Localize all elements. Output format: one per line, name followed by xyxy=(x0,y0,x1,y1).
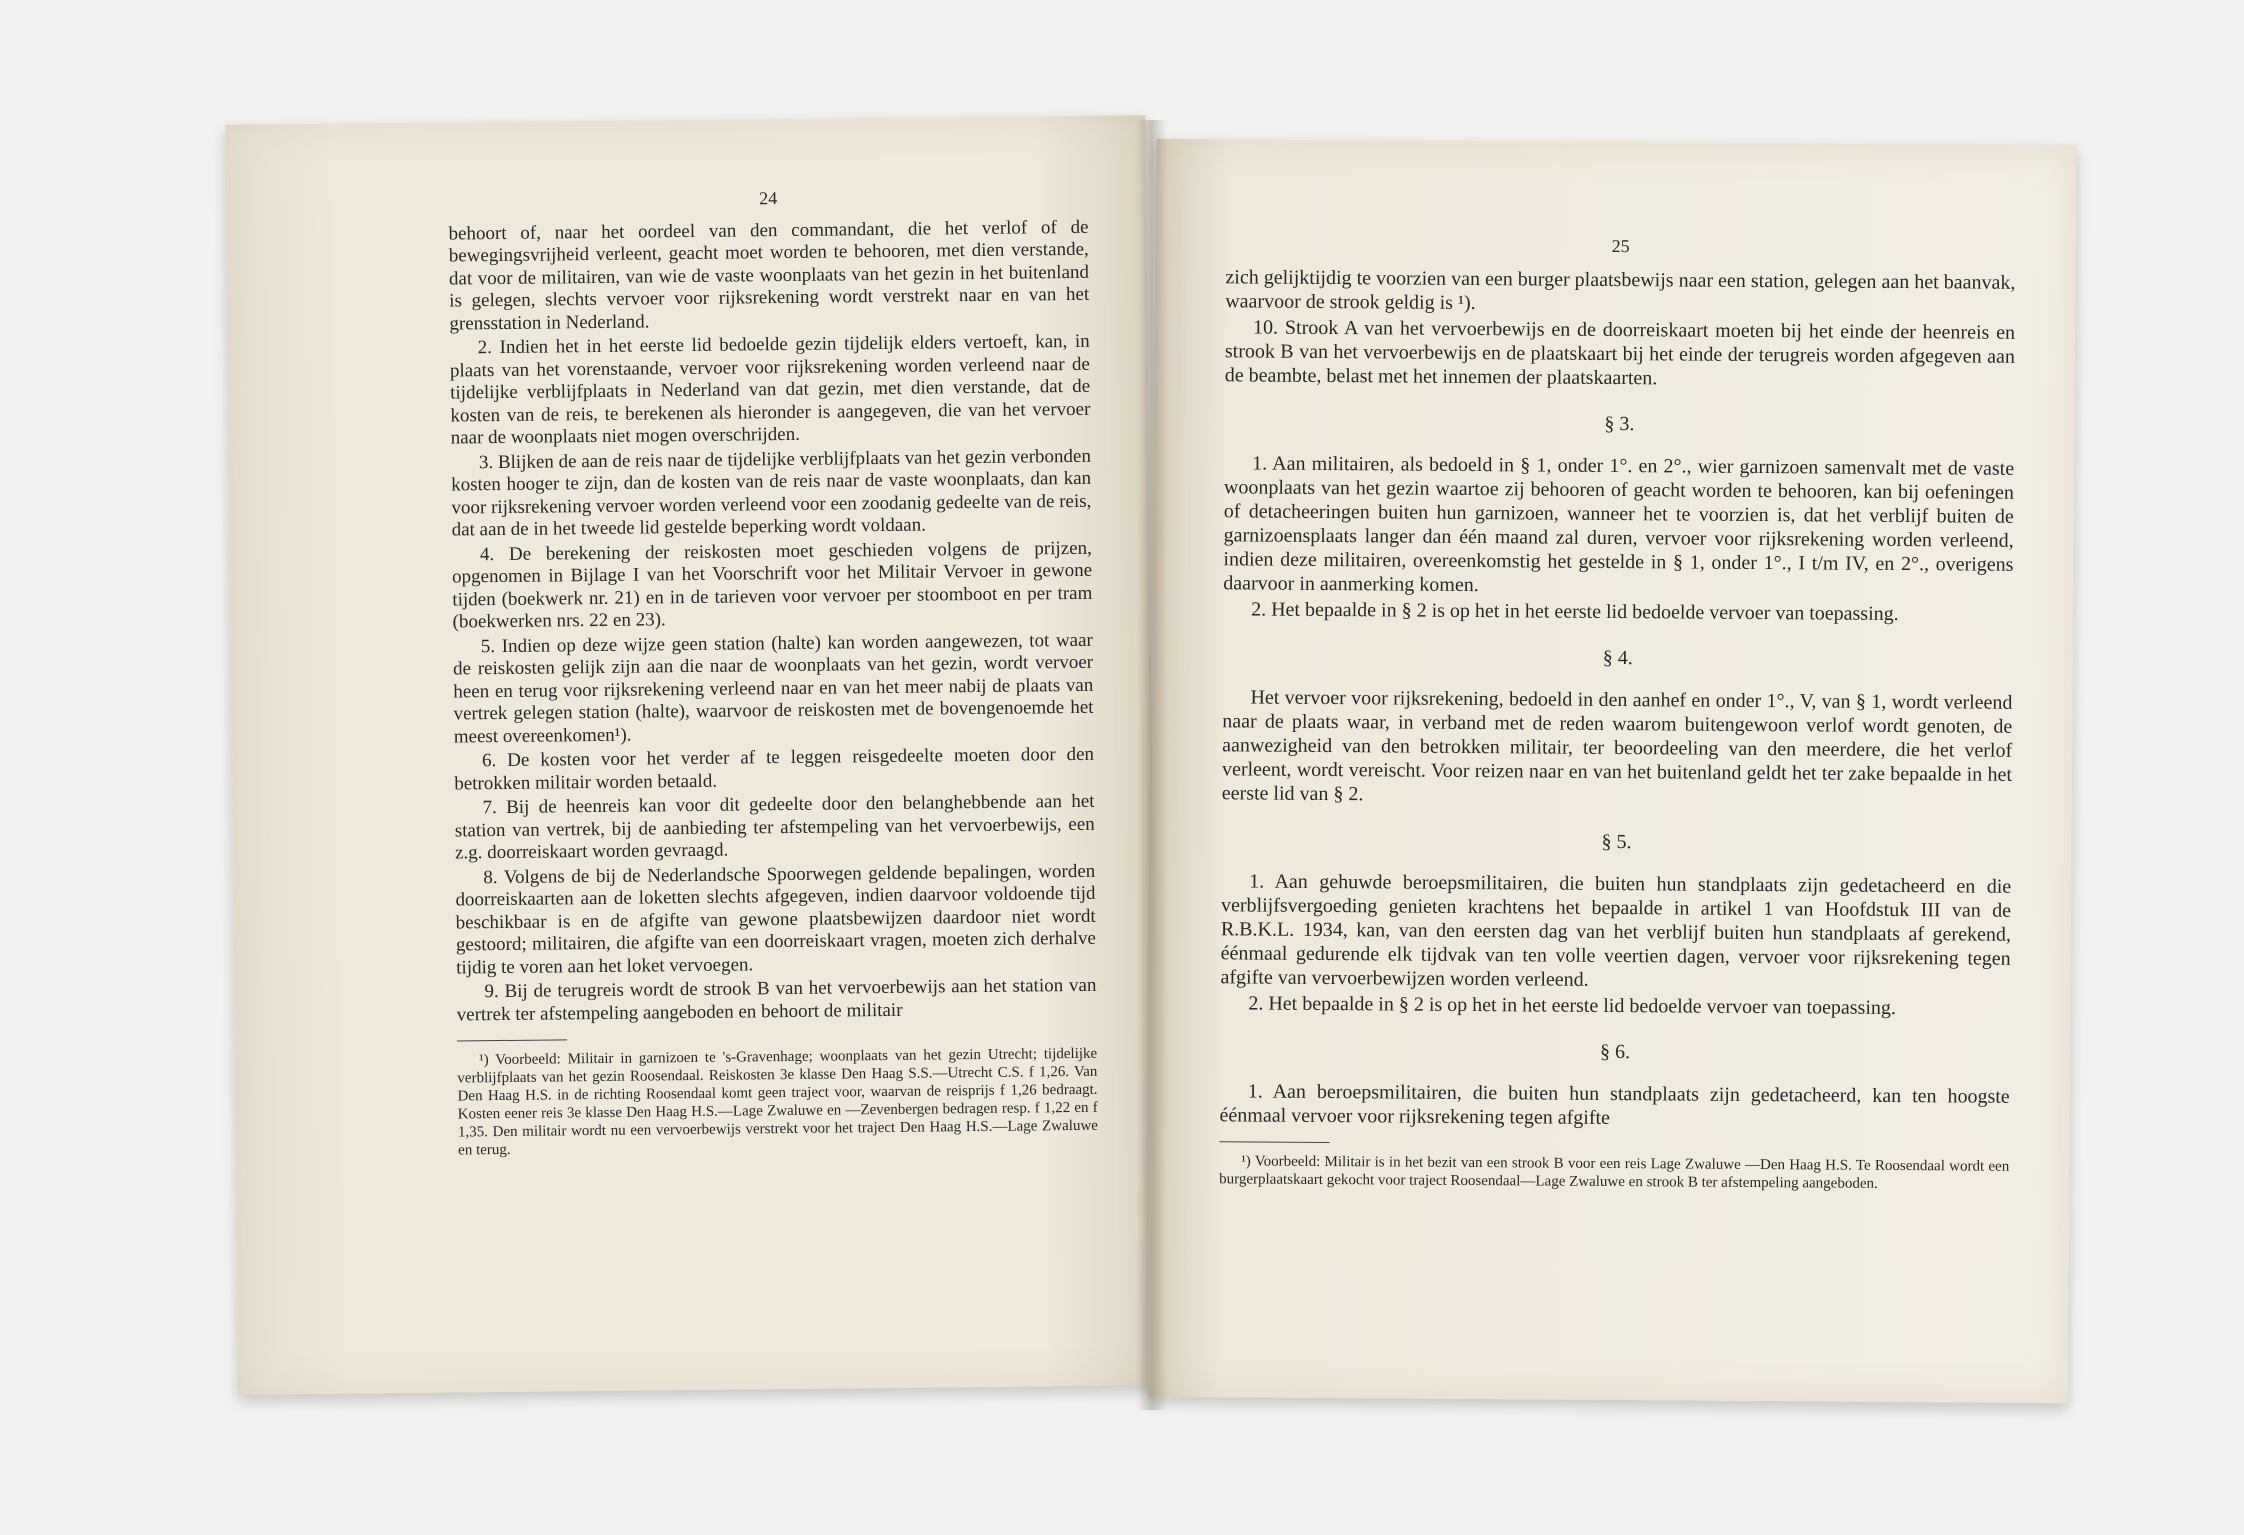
right-page xyxy=(1148,139,2077,1403)
page-number: 24 xyxy=(759,188,778,209)
footnote xyxy=(1219,1152,2009,1194)
section-heading: § 6. xyxy=(1599,1040,1631,1064)
footnote-text: ¹) Voorbeeld: Militair in garnizoen te 's-Gravenhage; woonplaats van het gezin Utrecht; tijdelijke verblijfplaats van het gezin Roosendaal. Reiskosten 3e klasse Den Haag S.S.—Utrecht C.S. f 1,26. Van Den Haag H.S. in de richting Roosendaal komt geen traject voor, waarvan de reisprijs f 1,26 bedraagt. Kosten eener reis 3e klasse Den Haag H.S.—Lage Zwaluwe en —Zevenbergen bedragen resp. f 1,22 en f 1,35. Den militair wordt nu een vervoerbewijs verstrekt voor het traject Den Haag H.S.—Lage Zwaluwe en terug. xyxy=(457,1045,1098,1159)
paragraph: 6. De kosten voor het verder af te leggen reisgedeelte moeten door den betrokken militair worden betaald. xyxy=(454,743,1095,794)
right-page-content xyxy=(1219,231,2016,1195)
paragraph: 4. De berekening der reiskosten moet geschieden volgens de prijzen, opgenomen in Bijlage I van het Voorschrift voor het Militair Vervoer in gewone tijden (boekwerk nr. 21) en in de tarieven voor vervoer per stoomboot en per tram (boekwerken nrs. 22 en 23). xyxy=(452,537,1093,633)
left-page-content xyxy=(448,184,1098,1162)
footnote-rule xyxy=(1219,1141,1329,1143)
left-page xyxy=(225,115,1158,1395)
paragraph: 1. Aan militairen, als bedoeld in § 1, onder 1°. en 2°., wier garnizoen samenvalt met de vaste woonplaats van het gezin waartoe zij behooren of geacht worden te behooren, kan bij oefeningen of detacheeringen buiten hun garnizoen, wanneer het te voorzien is, dat het verblijf buiten de garnizoensplaats langer dan één maand zal duren, vervoer voor rijksrekening worden verleend, indien deze militairen, overeenkomstig het gestelde in § 1, onder 1°., I t/m IV, en 2°., overigens daarvoor in aanmerking komen. xyxy=(1223,452,2015,597)
paragraph: 9. Bij de terugreis wordt de strook B van het vervoerbewijs aan het station van vertrek ter afstempeling aangeboden en behoort de militair xyxy=(456,974,1097,1025)
section-heading: § 4. xyxy=(1602,646,1633,670)
paragraph: 1. Aan beroepsmilitairen, die buiten hun standplaats zijn gedetacheerd, kan ten hoogste éénmaal vervoer voor rijksrekening tegen afgifte xyxy=(1219,1080,2010,1129)
paragraph: 2. Indien het in het eerste lid bedoelde gezin tijdelijk elders vertoeft, kan, in plaats van het vorenstaande, vervoer voor rijksrekening worden verleend naar de tijdelijke verblijfplaats in Nederland van dat gezin, met dien verstande, dat de kosten van de reis, te berekenen als hieronder is aangegeven, die van het vervoer naar de woonplaats niet mogen overschrijden. xyxy=(449,330,1091,449)
paragraph: behoort of, naar het oordeel van den commandant, die het verlof of de bewegingsvrijheid verleent, geacht moet worden te behooren, met dien verstande, dat voor de militairen, van wie de vaste woonplaats van het gezin in het buitenland is gelegen, slechts vervoer voor rijksrekening wordt verstrekt naar en van het grensstation in Nederland. xyxy=(448,216,1090,335)
paragraph: 10. Strook A van het vervoerbewijs en de doorreiskaart moeten bij het einde der heenreis en strook B van het vervoerbewijs en de plaatskaart bij het einde der terugreis worden afgegeven aan de beambte, belast met het innemen der plaatskaarten. xyxy=(1224,316,2016,390)
paragraph: 3. Blijken de aan de reis naar de tijdelijke verblijfplaats van het gezin verbonden kosten hooger te zijn, dan de kosten van de reis naar de vaste woonplaats, dan kan voor rijksrekening vervoer worden verleend voor een zoodanig gedeelte van de reis, dat aan de in het tweede lid gestelde beperking wordt voldaan. xyxy=(451,445,1092,541)
footnote xyxy=(457,1045,1098,1160)
paragraph: 1. Aan gehuwde beroepsmilitairen, die buiten hun standplaats zijn gedetacheerd en die verblijfsvergoeding genieten krachtens het bepaalde in artikel 1 van Hoofdstuk III van de R.B.K.L. 1934, kan, van den eersten dag van het verblijf buiten hun standplaats af gerekend, éénmaal gedurende elk tijdvak van ten volle veertien dagen, vervoer voor rijksrekening tegen afgifte van vervoerbewijzen worden verleend. xyxy=(1220,870,2012,991)
paragraph: zich gelijktijdig te voorzien van een burger plaatsbewijs naar een station, gelegen aan het baanvak, waarvoor de strook geldig is ¹). xyxy=(1225,266,2016,315)
section-heading: § 3. xyxy=(1604,412,1635,436)
book-gutter xyxy=(1137,120,1167,1410)
paragraph: 8. Volgens de bij de Nederlandsche Spoorwegen geldende bepalingen, worden doorreiskaarten aan de loketten slechts afgegeven, indien daarvoor voldoende tijd beschikbaar is en de afgifte van gewone plaatsbewijzen daardoor niet wordt gestoord; militairen, die afgifte van een doorreiskaart vragen, moeten zich derhalve tijdig te voren aan het loket vervoegen. xyxy=(455,860,1097,978)
footnote-rule xyxy=(457,1039,567,1041)
section-heading: § 5. xyxy=(1601,830,1632,854)
paragraph: 2. Het bepaalde in § 2 is op het in het eerste lid bedoelde vervoer van toepassing. xyxy=(1248,992,1897,1019)
page-number: 25 xyxy=(1611,235,1630,257)
paragraph: 7. Bij de heenreis kan voor dit gedeelte door den belanghebbende aan het station van vertrek, bij de aanbieding ter afstempeling van het vervoerbewijs, een z.g. doorreiskaart worden gevraagd. xyxy=(454,790,1095,864)
paragraph: Het vervoer voor rijksrekening, bedoeld in den aanhef en onder 1°., V, van § 1, wordt verleend naar de plaats waar, in verband met de reden waarom buitengewoon verlof wordt genoten, de aanwezigheid van den betrokken militair, ter beoordeeling van den meerdere, die het verlof verleent, wordt vereischt. Voor reizen naar en van het buitenland geldt het ter zake bepaalde in het eerste lid van § 2. xyxy=(1221,686,2013,806)
open-booklet xyxy=(232,120,2072,1400)
paragraph: 5. Indien op deze wijze geen station (halte) kan worden aangewezen, tot waar de reiskosten gelijk zijn aan die naar de woonplaats van het gezin, wordt vervoer heen en terug voor rijksrekening verleend naar en van het meer nabij de plaats van vertrek gelegen station (halte), waarvoor de reiskosten met de bovengenoemde het meest overeenkomen¹). xyxy=(452,629,1094,747)
footnote-text: ¹) Voorbeeld: Militair is in het bezit van een strook B voor een reis Lage Zwaluwe —Den Haag H.S. Te Roosendaal wordt een burgerplaatskaart gekocht voor traject Roosendaal—Lage Zwaluwe en strook B ter afstempeling aangeboden. xyxy=(1219,1153,2010,1192)
paragraph: 2. Het bepaalde in § 2 is op het in het eerste lid bedoelde vervoer van toepassing. xyxy=(1251,598,1899,625)
